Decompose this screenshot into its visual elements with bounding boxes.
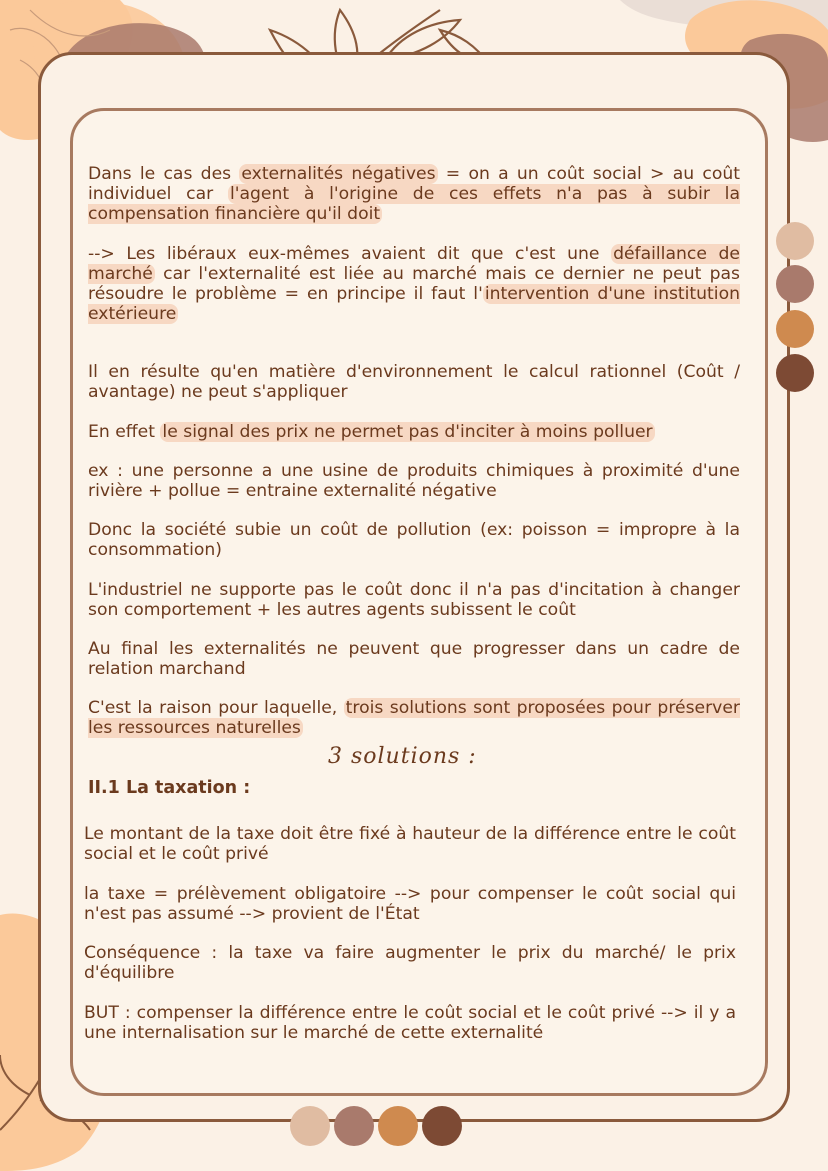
- highlighted-text: défaillance de marché: [88, 244, 741, 284]
- paragraph: [88, 639, 740, 679]
- paragraph-text: Au final les externalités ne peuvent que progresser dans un cadre de relation marchand: [88, 639, 740, 679]
- paragraph-text: Il en résulte qu'en matière d'environnement le calcul rationnel (Coût / avantage) ne peut s'appliquer: [88, 362, 740, 402]
- paragraph: [88, 244, 740, 324]
- paragraph: [88, 164, 740, 224]
- paragraph: [84, 943, 736, 983]
- paragraph-text: L'industriel ne supporte pas le coût donc il n'a pas d'incitation à changer son comportement + les autres agents subissent le coût: [88, 580, 740, 620]
- paragraph: [84, 1003, 736, 1043]
- paragraph: [84, 824, 736, 864]
- paragraph-text: car l'externalité est liée au marché mais ce dernier ne peut pas résoudre le problème = en principe il faut l': [88, 264, 740, 304]
- paragraph: [88, 520, 740, 560]
- highlighted-text: trois solutions sont proposées pour préserver les ressources naturelles: [88, 698, 740, 738]
- paragraph-text: Dans le cas des: [88, 164, 240, 184]
- highlighted-text: intervention d'une institution extérieure: [88, 284, 740, 324]
- paragraph-text: C'est la raison pour laquelle,: [88, 698, 344, 718]
- paragraph: [88, 580, 740, 620]
- paragraph-text: BUT : compenser la différence entre le coût social et le coût privé --> il y a une internalisation sur le marché de cette externalité: [84, 1003, 736, 1043]
- paragraph-text: En effet: [88, 422, 161, 442]
- paragraph-text: --> Les libéraux eux-mêmes avaient dit que c'est une: [88, 244, 612, 264]
- paragraph: [88, 461, 740, 501]
- paragraph-text: Conséquence : la taxe va faire augmenter le prix du marché/ le prix d'équilibre: [84, 943, 736, 983]
- highlighted-text: l'agent à l'origine de ces effets n'a pas à subir la compensation financière qu'il doit: [88, 184, 740, 224]
- paragraph-text: = on a un coût social > au coût individuel car: [88, 164, 740, 204]
- handwritten-note: 3 solutions :: [328, 744, 477, 769]
- paragraph: [84, 884, 736, 924]
- paragraph: [88, 362, 740, 402]
- highlighted-text: le signal des prix ne permet pas d'inciter à moins polluer: [162, 422, 653, 442]
- paragraph-text: ex : une personne a une usine de produits chimiques à proximité d'une rivière + pollue = entraine externalité négative: [88, 461, 740, 501]
- paragraph: [88, 422, 740, 442]
- paragraph-text: Donc la société subie un coût de pollution (ex: poisson = impropre à la consommation): [88, 520, 740, 560]
- paragraph: [88, 698, 740, 738]
- paragraph-text: Le montant de la taxe doit être fixé à hauteur de la différence entre le coût social et le coût privé: [84, 824, 736, 864]
- paragraph-text: la taxe = prélèvement obligatoire --> pour compenser le coût social qui n'est pas assumé --> provient de l'État: [84, 884, 736, 924]
- highlighted-text: externalités négatives: [241, 164, 436, 184]
- section-heading: II.1 La taxation :: [88, 778, 251, 798]
